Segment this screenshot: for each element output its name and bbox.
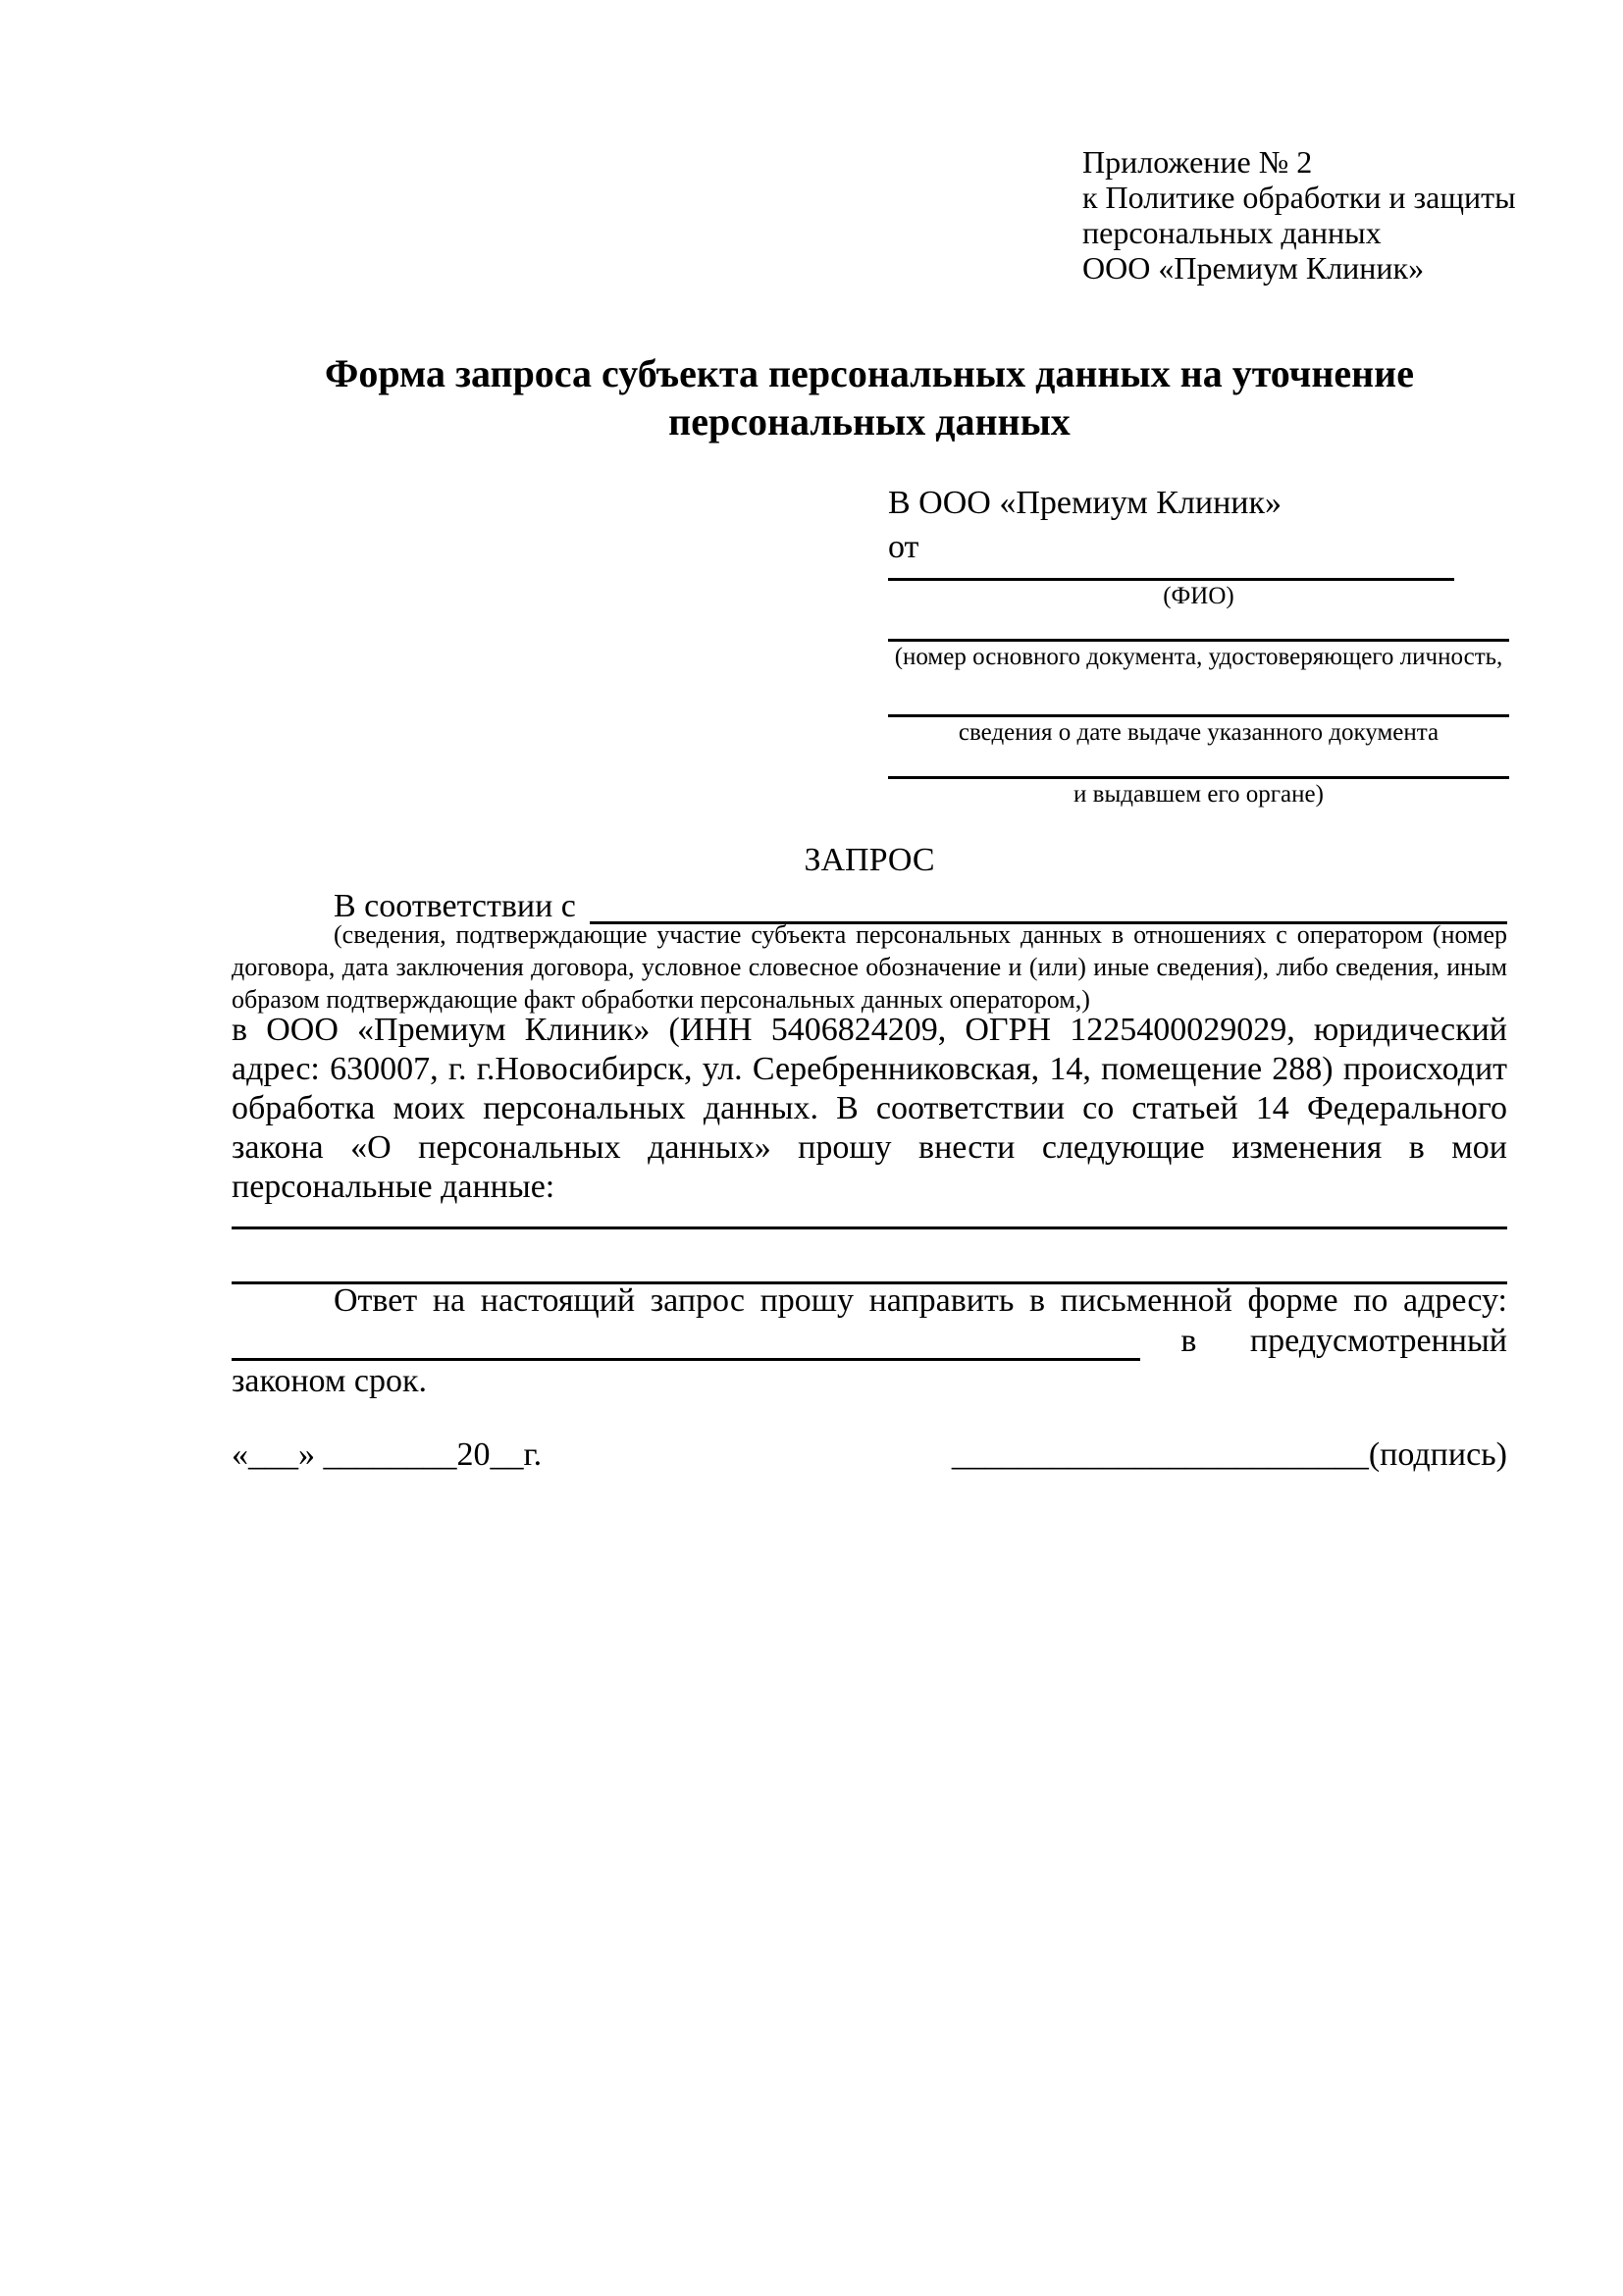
- addressee-block: [888, 481, 1509, 810]
- changes-blank-line-1: [232, 1177, 1507, 1229]
- id-document-caption: (номер основного документа, удостоверяющего личность,: [894, 644, 1503, 670]
- response-intro-line: Ответ на настоящий запрос прошу направить в письменной форме по адресу:: [334, 1282, 1507, 1319]
- changes-blank-line-2: [232, 1229, 1507, 1284]
- document-title: Форма запроса субъекта персональных данных на уточнение персональных данных: [325, 351, 1414, 444]
- basis-note: (сведения, подтверждающие участие субъекта персональных данных в отношениях с оператором (номер договора, дата заключения договора, условное словесное обозначение и (или) иные сведения), либо сведения, иным образом подтверждающие факт обработки персональных данных оператором,): [232, 920, 1507, 1014]
- response-closing: законом срок.: [232, 1363, 427, 1399]
- response-paragraph: [232, 1280, 1507, 1401]
- issue-date-caption: сведения о дате выдаче указанного документа: [958, 719, 1440, 746]
- request-body-paragraph: в ООО «Премиум Клиник» (ИНН 5406824209, ОГРН 1225400029029, юридический адрес: 630007, г. г.Новосибирск, ул. Серебренниковская, 14, помещение 288) происходит обработка моих персональных данных. В соответствии со статьей 14 Федерального закона «О персональных данных» прошу внести следующие изменения в мои персональные данные:: [232, 1012, 1507, 1205]
- signature-area: [952, 1435, 1507, 1475]
- date-signature-row: [232, 1435, 1507, 1475]
- appendix-note: [1082, 144, 1516, 286]
- issue-date-blank-line: [888, 673, 1509, 717]
- appendix-line-2: к Политике обработки и защиты: [1082, 180, 1516, 215]
- basis-prefix: В соответствии с: [334, 888, 576, 924]
- response-address-row: [232, 1321, 1507, 1361]
- id-document-blank-line: [888, 612, 1509, 642]
- appendix-line-1: Приложение № 2: [1082, 144, 1313, 180]
- recipient-line: В ООО «Премиум Клиник»: [888, 485, 1283, 521]
- fio-caption: (ФИО): [1163, 583, 1234, 609]
- appendix-line-4: ООО «Премиум Клиник»: [1082, 250, 1425, 286]
- request-heading: ЗАПРОС: [804, 842, 935, 878]
- from-label: от: [888, 529, 919, 565]
- fio-blank-line: [888, 569, 1454, 581]
- signature-caption: (подпись): [1368, 1436, 1507, 1473]
- address-blank-line: [232, 1321, 1140, 1361]
- date-blank-field: «___» ________20__г.: [232, 1436, 543, 1473]
- issuing-authority-blank-line: [888, 749, 1509, 779]
- response-continuation: в предусмотренный: [1180, 1323, 1507, 1359]
- appendix-line-3: персональных данных: [1082, 215, 1382, 250]
- issuing-authority-caption: и выдавшем его органе): [1073, 781, 1324, 808]
- signature-blank-line: _________________________: [951, 1436, 1369, 1473]
